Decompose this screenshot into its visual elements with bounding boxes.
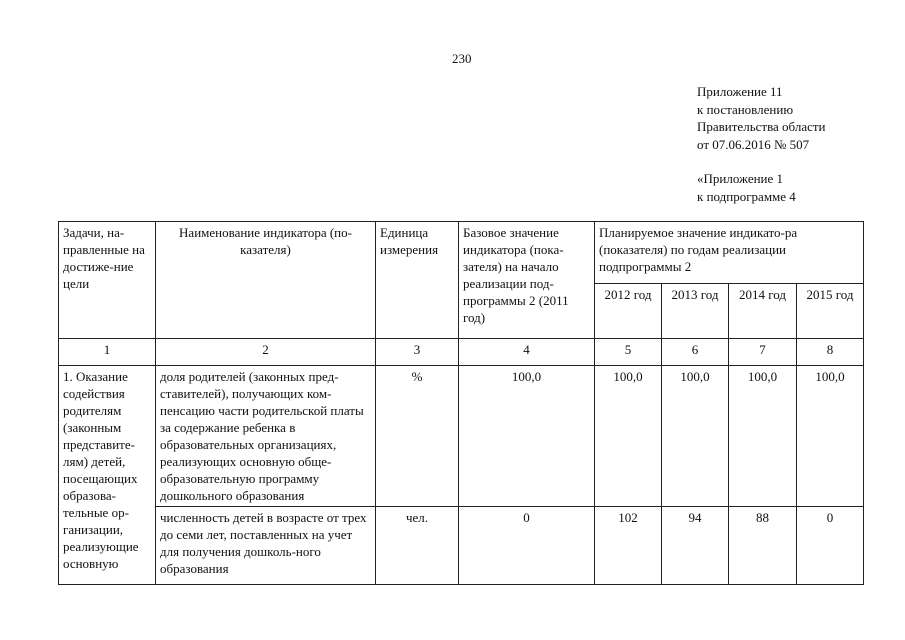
base-value-cell: 100,0 [459, 366, 595, 507]
appendix-heading [697, 83, 826, 205]
page-number: 230 [452, 51, 472, 66]
table-row [59, 507, 864, 585]
appendix-sub-line: к подпрограмме 4 [697, 188, 796, 204]
header-tasks: Задачи, на-правленные на достиже-ние цели [59, 222, 156, 339]
header-year: 2012 год [595, 284, 662, 339]
column-number: 2 [156, 339, 376, 366]
column-number: 5 [595, 339, 662, 366]
header-unit: Единица измерения [376, 222, 459, 339]
unit-cell: чел. [376, 507, 459, 585]
table-row [59, 366, 864, 507]
base-value-cell: 0 [459, 507, 595, 585]
planned-value-cell: 0 [797, 507, 864, 585]
column-number: 4 [459, 339, 595, 366]
header-year: 2015 год [797, 284, 864, 339]
header-year: 2013 год [662, 284, 729, 339]
column-number: 7 [729, 339, 797, 366]
planned-value-cell: 94 [662, 507, 729, 585]
header-indicator: Наименование индикатора (по-казателя) [156, 222, 376, 339]
appendix-line: от 07.06.2016 № 507 [697, 136, 810, 152]
planned-value-cell: 100,0 [595, 366, 662, 507]
unit-cell: % [376, 366, 459, 507]
column-number: 8 [797, 339, 864, 366]
appendix-sub-line: «Приложение 1 [697, 171, 784, 186]
column-number: 3 [376, 339, 459, 366]
indicator-name: доля родителей (законных пред-ставителей), получающих ком-пенсацию части родительской платы за содержание ребенка в образовательных организациях, реализующих основную обще-образовательную программу дошкольного образования [156, 366, 376, 507]
appendix-line: Правительства области [697, 119, 826, 134]
planned-value-cell: 100,0 [662, 366, 729, 507]
header-planned-values: Планируемое значение индикато-ра (показателя) по годам реализации подпрограммы 2 [595, 222, 864, 284]
task-cell: 1. Оказание содействия родителям (законным представите-лям) детей, посещающих образова-тельные ор-ганизации, реализующие основную [59, 366, 156, 585]
header-year: 2014 год [729, 284, 797, 339]
column-number: 6 [662, 339, 729, 366]
column-number: 1 [59, 339, 156, 366]
indicator-name: численность детей в возрасте от трех до семи лет, поставленных на учет для получения дошколь-ного образования [156, 507, 376, 585]
indicators-table [58, 221, 864, 585]
appendix-line: к постановлению [697, 101, 794, 117]
appendix-line: Приложение 11 [697, 84, 783, 99]
planned-value-cell: 88 [729, 507, 797, 585]
planned-value-cell: 102 [595, 507, 662, 585]
planned-value-cell: 100,0 [797, 366, 864, 507]
header-base-value: Базовое значение индикатора (пока-зателя) на начало реализации под-программы 2 (2011 год) [459, 222, 595, 339]
planned-value-cell: 100,0 [729, 366, 797, 507]
